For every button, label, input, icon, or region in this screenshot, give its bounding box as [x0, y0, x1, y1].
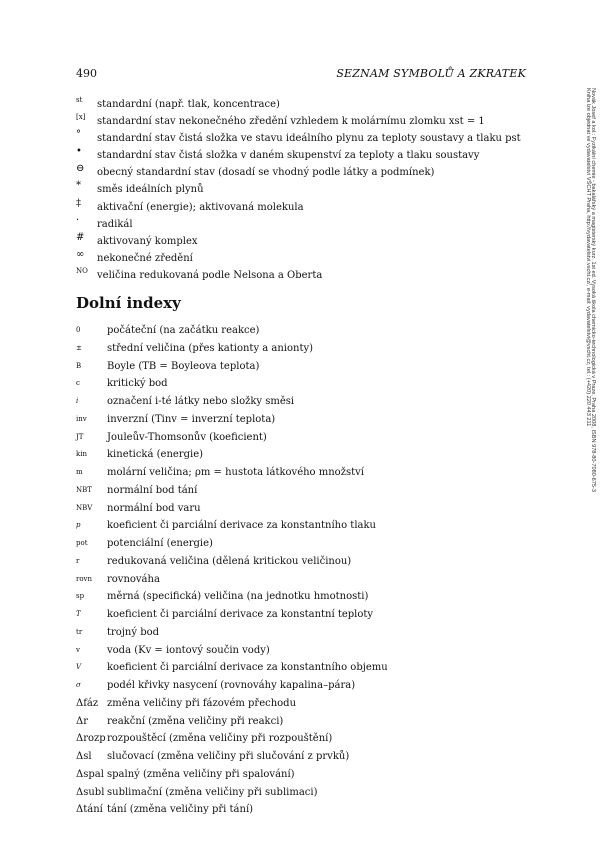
list-item — [76, 164, 546, 181]
symbol: Δtání — [76, 804, 103, 816]
list-item — [76, 766, 546, 784]
list-item — [76, 233, 546, 250]
description: sublimační (změna veličiny při sublimaci) — [107, 786, 318, 798]
description: inverzní (Tinv = inverzní teplota) — [107, 413, 276, 425]
symbol: ∞ — [76, 248, 85, 260]
description: označení i-té látky nebo složky směsi — [107, 396, 295, 407]
description: směs ideálních plynů — [97, 184, 204, 196]
list-item — [76, 340, 546, 358]
description: normální bod varu — [107, 502, 201, 514]
description: standardní stav čistá složka ve stavu ideálního plynu za teploty soustavy a tlaku pst — [97, 133, 521, 145]
symbol: Δsubl — [76, 786, 105, 798]
description: měrná (specifická) veličina (na jednotku hmotnosti) — [107, 591, 369, 603]
symbol: v — [76, 645, 80, 654]
section-heading: Dolní indexy — [76, 294, 181, 312]
list-item — [76, 411, 546, 429]
description: aktivovaný komplex — [97, 235, 198, 247]
symbol: Δr — [76, 715, 89, 727]
description: spalný (změna veličiny při spalování) — [107, 768, 295, 780]
description: nekonečné zředění — [97, 252, 193, 264]
copyright-line-citation: Novák Josef a kol.: Fyzikální chemie - bakalářský a magisterský kurz. 1st ed. Vysoká škola chemicko-technologická v Praze, Praha 2008, ISBN 978-80-7080-675-3 — [590, 88, 596, 492]
list-item — [76, 147, 546, 164]
symbol: * — [76, 180, 81, 192]
symbol: i — [76, 397, 79, 405]
description: voda (Kv = iontový součin vody) — [107, 644, 270, 656]
subscript-symbol-list — [76, 322, 546, 819]
symbol: Δspal — [76, 768, 104, 780]
list-item — [76, 801, 546, 819]
list-item — [76, 446, 546, 464]
list-item — [76, 464, 546, 482]
symbol: p — [76, 521, 81, 530]
description: změna veličiny při fázovém přechodu — [107, 697, 297, 709]
list-item — [76, 535, 546, 553]
description: aktivační (energie); aktivovaná molekula — [97, 201, 304, 213]
symbol: Δfáz — [76, 697, 99, 709]
list-item — [76, 267, 546, 284]
list-item — [76, 713, 546, 731]
symbol: σ — [76, 681, 81, 689]
superscript-symbol-list — [76, 96, 546, 284]
list-item — [76, 517, 546, 535]
symbol: Δsl — [76, 751, 92, 762]
symbol: ⊖ — [76, 163, 85, 175]
symbol: tr — [76, 627, 83, 636]
list-item — [76, 730, 546, 748]
description: Boyle (TB = Boyleova teplota) — [107, 360, 260, 372]
description: standardní stav čistá složka v daném skupenství za teploty a tlaku soustavy — [97, 150, 480, 162]
symbol: ± — [76, 343, 82, 352]
list-item — [76, 482, 546, 500]
list-item — [76, 695, 546, 713]
description: slučovací (změna veličiny při slučování z prvků) — [107, 751, 350, 762]
symbol: c — [76, 379, 80, 388]
symbol: r — [76, 556, 80, 565]
symbol: sp — [76, 592, 85, 601]
list-item — [76, 571, 546, 589]
description: kritický bod — [107, 378, 168, 390]
symbol: JT — [76, 432, 84, 441]
symbol: ° — [76, 129, 81, 141]
list-item — [76, 624, 546, 642]
description: kinetická (energie) — [107, 449, 204, 461]
description: potenciální (energie) — [107, 538, 213, 549]
description: rozpouštěcí (změna veličiny při rozpouštění) — [107, 733, 333, 745]
symbol: ‡ — [76, 197, 81, 209]
list-item — [76, 748, 546, 766]
list-item — [76, 216, 546, 233]
symbol: m — [76, 468, 83, 476]
description: koeficient či parciální derivace za konstantního tlaku — [107, 520, 376, 532]
symbol: B — [76, 361, 82, 370]
symbol: st — [76, 96, 83, 104]
list-item — [76, 130, 546, 147]
description: rovnováha — [107, 573, 160, 585]
description: standardní stav nekonečného zředění vzhledem k molárnímu zlomku xst = 1 — [97, 116, 485, 128]
list-item — [76, 784, 546, 802]
copyright-line-order-info: Kniha lze objednat ve vydavatelství VŠCHT Praha, http://vydavatelstvi.vscht.cz/, e-mail: vydavatelstvi@vscht.cz, tel.: (+420) 220 443 211 — [585, 88, 591, 427]
list-item — [76, 642, 546, 660]
list-item — [76, 96, 546, 113]
symbol: · — [76, 214, 80, 226]
list-item — [76, 322, 546, 340]
page-header — [76, 66, 526, 82]
symbol: T — [76, 610, 81, 618]
page-number: 490 — [76, 67, 97, 80]
description: střední veličina (přes kationty a anionty) — [107, 342, 314, 354]
symbol: # — [76, 231, 85, 243]
list-item — [76, 250, 546, 267]
list-item — [76, 677, 546, 695]
description: molární veličina; ρm = hustota látkového množství — [107, 467, 364, 478]
symbol: rovn — [76, 574, 93, 583]
description: podél křivky nasycení (rovnováhy kapalina–pára) — [107, 680, 356, 691]
description: trojný bod — [107, 626, 160, 638]
description: normální bod tání — [107, 484, 198, 496]
list-item — [76, 429, 546, 447]
description: standardní (např. tlak, koncentrace) — [97, 99, 280, 110]
description: Jouleův-Thomsonův (koeficient) — [107, 431, 267, 443]
description: veličina redukovaná podle Nelsona a Oberta — [97, 269, 323, 281]
list-item — [76, 606, 546, 624]
list-item — [76, 199, 546, 216]
symbol: NO — [76, 266, 88, 275]
symbol: V — [76, 663, 82, 672]
description: tání (změna veličiny při tání) — [107, 804, 254, 816]
symbol: 0 — [76, 326, 81, 334]
symbol: • — [76, 146, 82, 158]
description: koeficient či parciální derivace za konstantního objemu — [107, 662, 388, 674]
symbol: Δrozp — [76, 733, 106, 745]
list-item — [76, 659, 546, 677]
list-item — [76, 553, 546, 571]
list-item — [76, 113, 546, 130]
symbol: pot — [76, 539, 88, 547]
list-item — [76, 500, 546, 518]
symbol: NBT — [76, 485, 92, 494]
list-item — [76, 181, 546, 198]
symbol: inv — [76, 414, 87, 423]
list-item — [76, 393, 546, 411]
symbol: [x] — [76, 113, 86, 122]
symbol: NBV — [76, 503, 93, 512]
description: obecný standardní stav (dosadí se vhodný podle látky a podmínek) — [97, 167, 435, 179]
vertical-copyright-note — [585, 88, 595, 668]
description: koeficient či parciální derivace za konstantní teploty — [107, 609, 374, 620]
symbol: kin — [76, 450, 87, 459]
description: reakční (změna veličiny při reakci) — [107, 715, 284, 727]
description: radikál — [97, 218, 133, 230]
list-item — [76, 588, 546, 606]
list-item — [76, 358, 546, 376]
description: počáteční (na začátku reakce) — [107, 325, 260, 336]
description: redukovaná veličina (dělená kritickou veličinou) — [107, 555, 352, 567]
list-item — [76, 375, 546, 393]
running-title: SEZNAM SYMBOLŮ A ZKRATEK — [336, 67, 526, 80]
